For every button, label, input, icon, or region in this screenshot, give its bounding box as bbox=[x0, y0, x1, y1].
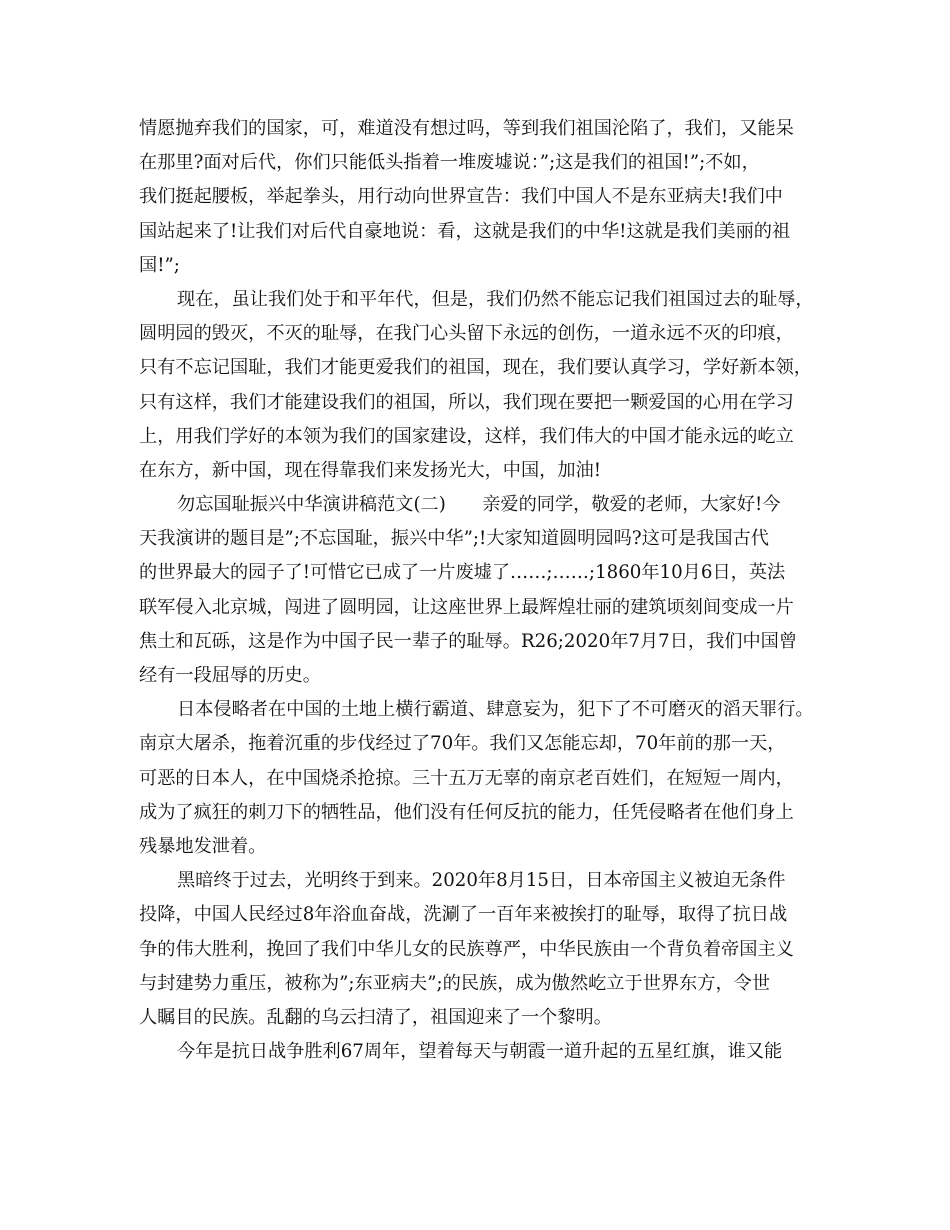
text-line: 焦土和瓦砾，这是作为中国子民一辈子的耻辱。R26;2020年7月7日，我们中国曾 bbox=[139, 630, 798, 652]
text-line: 的世界最大的园子了!可惜它已成了一片废墟了……;……;1860年10月6日，英法 bbox=[139, 562, 786, 584]
text-line: 圆明园的毁灭，不灭的耻辱，在我门心头留下永远的创伤，一道永远不灭的印痕， bbox=[139, 323, 794, 345]
text-line: 今年是抗日战争胜利67周年，望着每天与朝霞一道升起的五星红旗，谁又能 bbox=[177, 1041, 783, 1063]
text-line: 可恶的日本人，在中国烧杀抢掠。三十五万无辜的南京老百姓们，在短短一周内， bbox=[139, 767, 794, 789]
text-line: 经有一段屈辱的历史。 bbox=[139, 665, 321, 686]
text-line: 在东方，新中国，现在得靠我们来发扬光大，中国，加油! bbox=[139, 459, 601, 481]
text-line: 成为了疯狂的刺刀下的牺牲品，他们没有任何反抗的能力，任凭侵略者在他们身上 bbox=[139, 801, 794, 823]
text-line: 争的伟大胜利，挽回了我们中华儿女的民族尊严，中华民族由一个背负着帝国主义 bbox=[139, 938, 794, 960]
text-line: 国!”; bbox=[139, 254, 180, 276]
text-line: 在那里?面对后代，你们只能低头指着一堆废墟说：”;这是我们的祖国!”;不如， bbox=[139, 152, 760, 174]
text-line: 天我演讲的题目是”;不忘国耻，振兴中华”;!大家知道圆明园吗?这可是我国古代 bbox=[139, 528, 769, 550]
text-line: 情愿抛弃我们的国家，可，难道没有想过吗，等到我们祖国沦陷了，我们，又能呆 bbox=[139, 118, 794, 139]
text-line: 勿忘国耻振兴中华演讲稿范文(二) 亲爱的同学，敬爱的老师，大家好!今 bbox=[177, 494, 781, 516]
text-line: 我们挺起腰板，举起拳头，用行动向世界宣告：我们中国人不是东亚病夫!我们中 bbox=[139, 186, 783, 208]
text-line: 日本侵略者在中国的土地上横行霸道、肆意妄为，犯下了不可磨灭的滔天罪行。 bbox=[177, 699, 814, 721]
text-line: 人瞩目的民族。乱翻的乌云扫清了，祖国迎来了一个黎明。 bbox=[139, 1006, 612, 1028]
text-line: 上，用我们学好的本领为我们的国家建设，这样，我们伟大的中国才能永远的屹立 bbox=[139, 425, 794, 447]
text-line: 投降，中国人民经过8年浴血奋战，洗涮了一百年来被挨打的耻辱，取得了抗日战 bbox=[139, 904, 788, 926]
text-line: 只有这样，我们才能建设我们的祖国，所以，我们现在要把一颗爱国的心用在学习 bbox=[139, 391, 794, 413]
text-line: 与封建势力重压，被称为”;东亚病夫”;的民族，成为傲然屹立于世界东方，令世 bbox=[139, 972, 771, 994]
text-line: 联军侵入北京城，闯进了圆明园，让这座世界上最辉煌壮丽的建筑顷刻间变成一片 bbox=[139, 596, 794, 618]
text-line: 南京大屠杀，拖着沉重的步伐经过了70年。我们又怎能忘却，70年前的那一天， bbox=[139, 733, 786, 755]
text-line: 只有不忘记国耻，我们才能更爱我们的祖国，现在，我们要认真学习，学好新本领， bbox=[139, 357, 812, 379]
document-body bbox=[139, 112, 829, 1069]
text-line: 残暴地发泄着。 bbox=[139, 835, 267, 857]
text-line: 黑暗终于过去，光明终于到来。2020年8月15日，日本帝国主义被迫无条件 bbox=[177, 870, 786, 892]
text-line: 现在，虽让我们处于和平年代，但是，我们仍然不能忘记我们祖国过去的耻辱， bbox=[177, 288, 814, 310]
text-line: 国站起来了!让我们对后代自豪地说：看，这就是我们的中华!这就是我们美丽的祖 bbox=[139, 220, 791, 242]
